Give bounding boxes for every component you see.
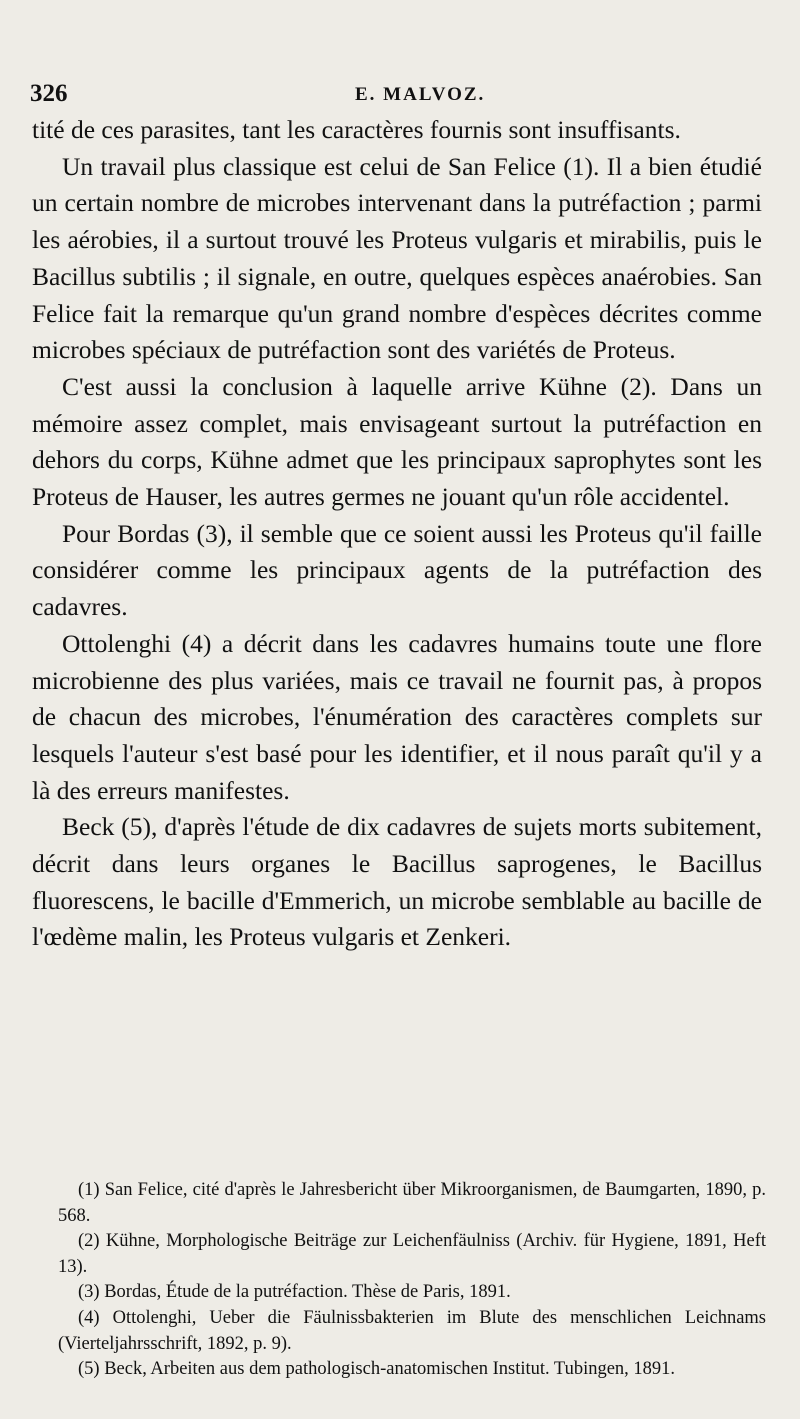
footnote-5: (5) Beck, Arbeiten aus dem pathologisch-anatomischen Institut. Tubingen, 1891. [78, 1359, 676, 1380]
paragraph-5: Ottolenghi (4) a décrit dans les cadavres humains toute une flore microbienne des plus variées, mais ce travail ne fournit pas, à propos de chacun des microbes, l'énumération des caractères complets sur lesquels l'auteur s'est basé pour les identifier, et il nous paraît qu'il y a là des erreurs manifestes. [32, 628, 762, 805]
page-number: 326 [30, 80, 68, 107]
paragraph-2: Un travail plus classique est celui de San Felice (1). Il a bien étudié un certain nombre de microbes intervenant dans la putréfaction ; parmi les aérobies, il a surtout trouvé les Proteus vulgaris et mirabilis, puis le Bacillus subtilis ; il signale, en outre, quelques espèces anaérobies. San Felice fait la remarque qu'un grand nombre d'espèces décrites comme microbes spéciaux de putréfaction sont des variétés de Proteus. [32, 151, 762, 365]
paragraph-6: Beck (5), d'après l'étude de dix cadavres de sujets morts subitement, décrit dans leurs organes le Bacillus saprogenes, le Bacillus fluorescens, le bacille d'Emmerich, un microbe semblable au bacille de l'œdème malin, les Proteus vulgaris et Zenkeri. [32, 812, 762, 952]
page-header [30, 80, 760, 110]
paragraph-3: C'est aussi la conclusion à laquelle arrive Kühne (2). Dans un mémoire assez complet, mais envisageant surtout la putréfaction en dehors du corps, Kühne admet que les principaux saprophytes sont les Proteus de Hauser, les autres germes ne jouant qu'un rôle accidentel. [32, 371, 762, 512]
paragraph-4: Pour Bordas (3), il semble que ce soient aussi les Proteus qu'il faille considérer comme les principaux agents de la putréfaction des cadavres. [32, 518, 762, 622]
footnotes [58, 1178, 766, 1383]
paragraph-1: tité de ces parasites, tant les caractères fournis sont insuffisants. [32, 115, 681, 144]
body-text [32, 112, 762, 956]
footnote-1: (1) San Felice, cité d'après le Jahresbericht über Mikroorganismen, de Baumgarten, 1890, p. 568. [58, 1180, 766, 1226]
running-head: E. MALVOZ. [355, 84, 486, 105]
footnote-4: (4) Ottolenghi, Ueber die Fäulnissbakterien im Blute des menschlichen Leichnams (Vierteljahrsschrift, 1892, p. 9). [58, 1307, 766, 1354]
footnote-2: (2) Kühne, Morphologische Beiträge zur Leichenfäulniss (Archiv. für Hygiene, 1891, Heft 13). [58, 1231, 766, 1277]
footnote-3: (3) Bordas, Étude de la putréfaction. Thèse de Paris, 1891. [78, 1282, 511, 1303]
